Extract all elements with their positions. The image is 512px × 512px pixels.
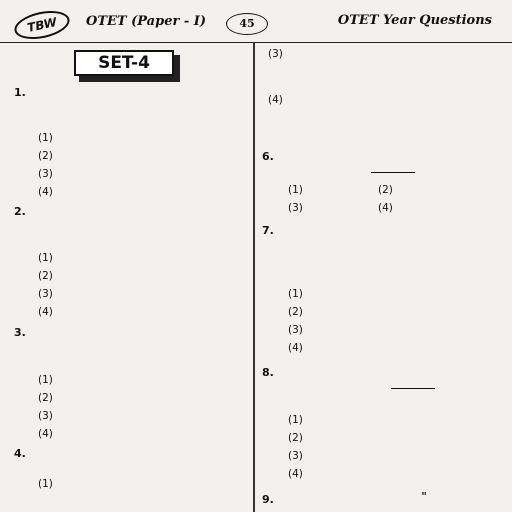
- q6-option-2[interactable]: (2): [378, 184, 393, 196]
- q3-option-3[interactable]: (3): [38, 410, 53, 422]
- publisher-logo: TBW: [12, 6, 72, 43]
- blank: [391, 388, 435, 389]
- q3-option-2[interactable]: (2): [38, 392, 53, 404]
- page-number: 45: [226, 13, 268, 35]
- q6-option-4[interactable]: (4): [378, 202, 393, 214]
- q5-option-3[interactable]: (3): [268, 48, 283, 60]
- q3-option-4[interactable]: (4): [38, 428, 53, 440]
- question-number-7: 7.: [262, 224, 274, 237]
- question-8-text-line-2: [288, 380, 479, 392]
- q1-option-4[interactable]: (4): [38, 186, 53, 198]
- question-number-8: 8.: [262, 366, 274, 379]
- column-divider: [253, 42, 255, 512]
- question-9-text: ": [421, 491, 427, 503]
- q8-option-2[interactable]: (2): [288, 432, 303, 444]
- q2-option-1[interactable]: (1): [38, 252, 53, 264]
- question-number-2: 2.: [14, 205, 26, 218]
- q1-option-1[interactable]: (1): [38, 132, 53, 144]
- paper-title: OTET (Paper - I): [86, 14, 206, 29]
- question-number-1: 1.: [14, 86, 26, 99]
- q1-option-2[interactable]: (2): [38, 150, 53, 162]
- q8-option-1[interactable]: (1): [288, 414, 303, 426]
- q2-option-4[interactable]: (4): [38, 306, 53, 318]
- question-number-3: 3.: [14, 326, 26, 339]
- question-number-9: 9.: [262, 493, 274, 506]
- q8-option-4[interactable]: (4): [288, 468, 303, 480]
- question-number-4: 4.: [14, 447, 26, 460]
- q7-option-3[interactable]: (3): [288, 324, 303, 336]
- q7-option-4[interactable]: (4): [288, 342, 303, 354]
- question-number-6: 6.: [262, 150, 274, 163]
- q8-option-3[interactable]: (3): [288, 450, 303, 462]
- q4-option-1[interactable]: (1): [38, 478, 53, 490]
- q3-option-1[interactable]: (1): [38, 374, 53, 386]
- blank: [371, 172, 415, 173]
- question-6-text-line-2: [288, 164, 467, 176]
- year-questions-title: OTET Year Questions: [337, 13, 492, 28]
- page-header: [0, 0, 512, 43]
- q7-option-2[interactable]: (2): [288, 306, 303, 318]
- q6-option-1[interactable]: (1): [288, 184, 303, 196]
- q6-option-3[interactable]: (3): [288, 202, 303, 214]
- set-banner: SET-4: [74, 50, 174, 76]
- q2-option-3[interactable]: (3): [38, 288, 53, 300]
- q1-option-3[interactable]: (3): [38, 168, 53, 180]
- q5-option-4[interactable]: (4): [268, 94, 283, 106]
- q2-option-2[interactable]: (2): [38, 270, 53, 282]
- q7-option-1[interactable]: (1): [288, 288, 303, 300]
